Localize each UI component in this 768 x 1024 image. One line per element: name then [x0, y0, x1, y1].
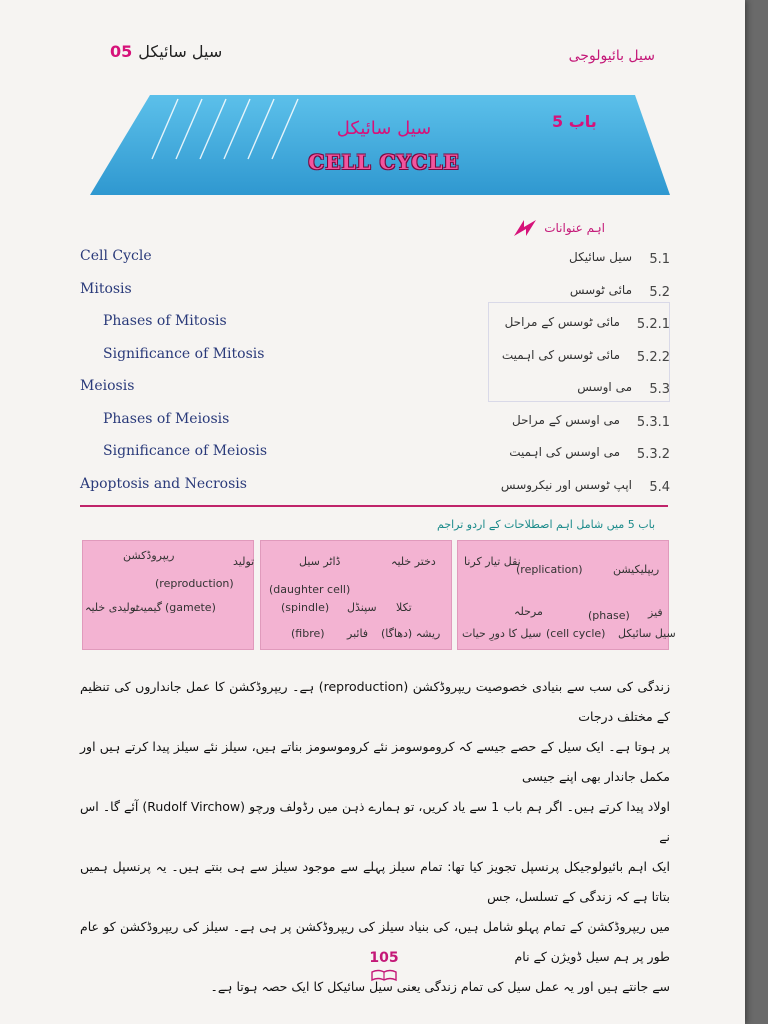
book-icon — [370, 968, 398, 982]
chapter-tag: باب 5 — [552, 112, 597, 131]
toc-number: 5.2.1 — [636, 317, 670, 332]
term-urdu: ریشہ (دھاگا) — [381, 627, 441, 640]
term-urdu: مرحلہ — [514, 605, 543, 618]
term-urdu: فائبر — [347, 627, 369, 640]
toc-row — [80, 281, 670, 314]
term-urdu: تکلا — [396, 601, 412, 614]
paragraph-line: میں ریپروڈکشن کے تمام پہلو شامل ہیں، کی بنیاد سیلز کی ریپروڈکشن پر ہی ہے۔ سیلز کی ریپروڈکشن کو عام طور پر ہم سیل ڈویژن کے نام — [80, 919, 670, 964]
toc-english: Phases of Meiosis — [103, 410, 230, 427]
term-english: (phase) — [588, 609, 630, 622]
toc-row — [80, 411, 670, 444]
paragraph-line: پر ہوتا ہے۔ ایک سیل کے حصے جیسے کہ کروموسومز نئے کروموسومز بناتے ہیں، سیلز نئے سیلز پیدا کرتے ہیں اور مکمل جاندار بھی اپنے جیسی — [80, 739, 670, 784]
toc-row — [80, 443, 670, 476]
header-chapter — [110, 42, 222, 61]
paragraph-line: ایک اہم بائیولوجیکل پرنسپل تجویز کیا تھا: تمام سیلز پہلے سے موجود سیلز سے ہی بنتے ہیں۔ یہ پرنسپل ہمیں بتاتا ہے کہ زندگی کے تسلسل، جس — [80, 859, 670, 904]
header-book-title: سیل بائیولوجی — [568, 48, 655, 64]
terms-box-middle — [260, 540, 452, 650]
term-urdu: فیز — [648, 606, 663, 619]
toc-number: 5.1 — [649, 252, 670, 267]
section-divider — [80, 505, 668, 507]
term-urdu: نقل تیار کرنا — [464, 555, 521, 568]
toc-english: Phases of Mitosis — [103, 313, 227, 329]
term-urdu: دختر خلیہ — [391, 555, 436, 568]
toc-urdu: مائی ٹوسس — [569, 282, 632, 297]
terms-caption: باب 5 میں شامل اہم اصطلاحات کے اردو تراجم — [437, 518, 655, 531]
term-english: (gamete) — [165, 601, 216, 614]
term-urdu: ڈاٹر سیل — [299, 555, 341, 568]
toc-number: 5.2 — [649, 284, 670, 300]
term-urdu: سیل کا دورِ حیات — [462, 627, 542, 640]
table-of-contents — [80, 248, 670, 508]
terms-box-right — [457, 540, 676, 650]
header-chapter-number: 05 — [110, 42, 133, 61]
header-chapter-title: سیل سائیکل — [138, 42, 223, 61]
toc-urdu: می اوسس کی اہمیت — [509, 445, 620, 459]
term-urdu: سپنڈل — [347, 601, 377, 614]
paragraph-line: اولاد پیدا کرتے ہیں۔ اگر ہم باب 1 سے یاد کریں، تو ہمارے ذہن میں رڈولف ورچو (Rudolf Virchow) آئے گا۔ اس نے — [80, 799, 670, 844]
page-number: 105 — [369, 950, 399, 966]
toc-urdu: اپپ ٹوسس اور نیکروسس — [500, 477, 632, 492]
toc-row — [80, 313, 670, 346]
toc-urdu: مائی ٹوسس کی اہمیت — [501, 347, 620, 362]
toc-english: Cell Cycle — [80, 248, 152, 264]
topics-heading — [512, 218, 605, 238]
term-urdu: تولید — [233, 555, 255, 568]
lightning-icon — [512, 218, 538, 238]
term-urdu: ریپروڈکشن — [123, 549, 175, 562]
toc-urdu: مائی ٹوسس کے مراحل — [504, 315, 620, 329]
toc-urdu: می اوسس کے مراحل — [512, 412, 620, 427]
term-english: (cell cycle) — [546, 627, 606, 640]
toc-english: Significance of Meiosis — [103, 443, 268, 459]
toc-urdu: سیل سائیکل — [569, 250, 632, 264]
toc-row — [80, 346, 670, 379]
toc-row — [80, 248, 670, 281]
toc-english: Significance of Mitosis — [103, 345, 265, 362]
toc-row — [80, 378, 670, 411]
toc-number: 5.3.2 — [636, 447, 670, 462]
topics-label: اہم عنوانات — [544, 221, 605, 235]
toc-number: 5.3.1 — [636, 414, 670, 430]
toc-number: 5.2.2 — [636, 349, 670, 365]
paragraph-line: زندگی کی سب سے بنیادی خصوصیت ریپروڈکشن (reproduction) ہے۔ ریپروڈکشن کا عمل جانداروں کی تنظیم کے مختلف درجات — [80, 679, 671, 724]
term-english: (reproduction) — [155, 577, 234, 590]
term-english: (spindle) — [281, 601, 330, 614]
toc-number: 5.3 — [649, 382, 670, 397]
toc-number: 5.4 — [649, 479, 670, 495]
toc-english: Apoptosis and Necrosis — [80, 475, 247, 492]
chapter-title-english: CELL CYCLE — [308, 150, 460, 174]
chapter-title-urdu: سیل سائیکل — [336, 118, 432, 139]
terms-box-left — [82, 540, 254, 650]
toc-urdu: می اوسس — [577, 380, 632, 394]
term-urdu: ریپلیکیشن — [613, 563, 660, 576]
term-english: (fibre) — [291, 627, 325, 640]
term-english: (daughter cell) — [269, 583, 351, 596]
toc-english: Mitosis — [80, 280, 132, 297]
toc-row — [80, 476, 670, 509]
term-urdu: گیمیٹ — [133, 601, 163, 614]
toc-english: Meiosis — [80, 378, 135, 394]
paragraph-line: سے جانتے ہیں اور یہ عمل سیل کی تمام زندگی یعنی سیل سائیکل کا ایک حصہ ہوتا ہے۔ — [210, 979, 670, 994]
term-urdu: سیل سائیکل — [618, 627, 676, 640]
term-english: (replication) — [516, 563, 583, 576]
chapter-banner — [90, 95, 670, 195]
term-urdu: تولیدی خلیہ — [85, 601, 139, 614]
